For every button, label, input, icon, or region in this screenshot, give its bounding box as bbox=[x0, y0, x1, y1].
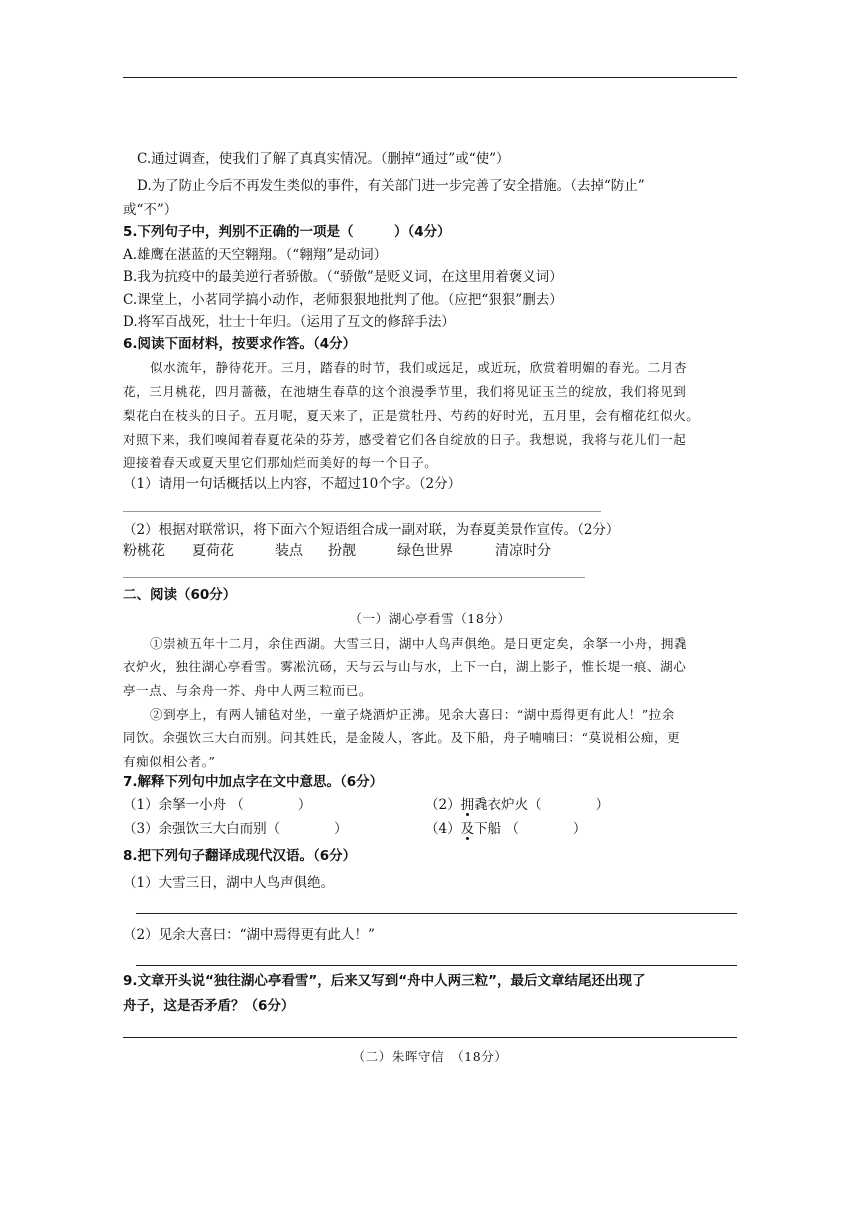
q4-option-c: C.通过调查，使我们了解了真真实情况。（删掉“通过”或“使”） bbox=[137, 151, 510, 167]
q5-option-a: A.雄鹰在湛蓝的天空翱翔。（“翱翔”是动词） bbox=[123, 247, 388, 263]
q6-sub1: （1）请用一句话概括以上内容，不超过10个字。（2分） bbox=[123, 476, 462, 492]
q4-option-d-line1: D.为了防止今后不再发生类似的事件，有关部门进一步完善了安全措施。（去掉“防止” bbox=[137, 178, 645, 194]
passage-line: 亭一点、与余舟一芥、舟中人两三粒而已。 bbox=[123, 683, 372, 698]
q7-item-4-dotted-char: 及 bbox=[460, 821, 475, 837]
q6-phrase: 绿色世界 bbox=[397, 543, 453, 559]
q7-item-4-prefix: （4） bbox=[425, 821, 461, 837]
q7-title: 7.解释下列句中加点字在文中意思。（6分） bbox=[123, 774, 384, 790]
answer-line bbox=[136, 965, 737, 966]
section-2-title: 二、阅读（60分） bbox=[123, 587, 237, 603]
q6-title: 6.阅读下面材料，按要求作答。（4分） bbox=[123, 336, 357, 352]
q7-item-2 bbox=[425, 794, 609, 816]
passage-line: 同饮。余强饮三大白而别。问其姓氏，是金陵人，客此。及下船，舟子喃喃曰：“莫说相公痴，更 bbox=[123, 730, 681, 745]
part-1-title: （一）湖心亭看雪（18分） bbox=[349, 611, 511, 626]
q6-phrase: 清凉时分 bbox=[495, 543, 551, 559]
q6-passage-line: 似水流年，静待花开。三月，踏春的时节，我们或远足，或近玩，欣赏着明媚的春光。二月杏 bbox=[150, 360, 688, 375]
q8-item-1: （1）大雪三日，湖中人鸟声俱绝。 bbox=[123, 875, 335, 891]
q5-option-b: B.我为抗疫中的最美逆行者骄傲。（“骄傲”是贬义词，在这里用着褒义词） bbox=[123, 269, 563, 285]
q9-line-1: 9.文章开头说“独往湖心亭看雪”，后来又写到“舟中人两三粒”，最后文章结尾还出现了 bbox=[123, 973, 646, 989]
passage-line: ①崇祯五年十二月，余住西湖。大雪三日，湖中人鸟声俱绝。是日更定矣，余拏一小舟，拥毳 bbox=[150, 636, 688, 651]
q7-item-4 bbox=[425, 818, 586, 840]
q6-sub2: （2）根据对联常识，将下面六个短语组合成一副对联，为春夏美景作宣传。（2分） bbox=[123, 522, 620, 538]
passage-line: 衣炉火，独往湖心亭看雪。雾凇沆砀，天与云与山与水，上下一白，湖上影子，惟长堤一痕、湖心 bbox=[123, 659, 687, 674]
q6-phrase: 粉桃花 bbox=[123, 543, 165, 559]
q7-item-2-dotted-char: 拥 bbox=[460, 797, 475, 813]
q5-title: 5.下列句子中，判别不正确的一项是（ ）（4分） bbox=[123, 224, 451, 240]
answer-line bbox=[136, 913, 737, 914]
q6-passage-line: 花，三月桃花，四月蔷薇，在池塘生春草的这个浪漫季节里，我们将见证玉兰的绽放，我们将见到 bbox=[123, 384, 687, 399]
q4-option-d-line2: 或“不”） bbox=[123, 202, 178, 218]
q6-phrase: 扮靓 bbox=[328, 543, 356, 559]
answer-line bbox=[123, 577, 585, 578]
q6-phrase: 装点 bbox=[275, 543, 303, 559]
q5-option-c: C.课堂上，小茗同学搞小动作，老师狠狠地批判了他。（应把“狠狠”删去） bbox=[123, 292, 563, 308]
q6-passage-line: 梨花白在枝头的日子。五月呢，夏天来了，正是赏牡丹、芍药的好时光，五月里，会有榴花红似火。 bbox=[123, 408, 700, 423]
header-rule bbox=[123, 77, 737, 78]
q8-item-2: （2）见余大喜曰：“湖中焉得更有此人！” bbox=[123, 927, 375, 943]
q5-option-d: D.将军百战死，壮士十年归。（运用了互文的修辞手法） bbox=[123, 314, 455, 330]
passage-line: ②到亭上，有两人铺毡对坐，一童子烧酒炉正沸。见余大喜曰：“湖中焉得更有此人！”拉余 bbox=[150, 707, 675, 722]
q7-item-3: （3）余强饮三大白而别（ ） bbox=[123, 821, 348, 837]
q9-line-2: 舟子，这是否矛盾？（6分） bbox=[123, 998, 295, 1014]
q8-title: 8.把下列句子翻译成现代汉语。（6分） bbox=[123, 848, 357, 864]
answer-line bbox=[123, 1037, 737, 1038]
q7-item-2-prefix: （2） bbox=[425, 797, 461, 813]
passage-line: 有痴似相公者。” bbox=[123, 754, 216, 769]
q7-item-1: （1）余拏一小舟 （ ） bbox=[123, 797, 312, 813]
q6-passage-line: 对照下来，我们嗅闻着春夏花朵的芬芳，感受着它们各自绽放的日子。我想说，我将与花儿们一起 bbox=[123, 432, 687, 447]
q7-item-2-suffix: 毳衣炉火（ ） bbox=[474, 797, 610, 813]
q6-phrase: 夏荷花 bbox=[192, 543, 234, 559]
part-2-title: （二）朱晖守信 （18分） bbox=[352, 1049, 508, 1064]
q7-item-4-suffix: 下船 （ ） bbox=[474, 821, 587, 837]
answer-line bbox=[123, 511, 601, 512]
q6-passage-line: 迎接着春天或夏天里它们那灿烂而美好的每一个日子。 bbox=[123, 455, 438, 470]
